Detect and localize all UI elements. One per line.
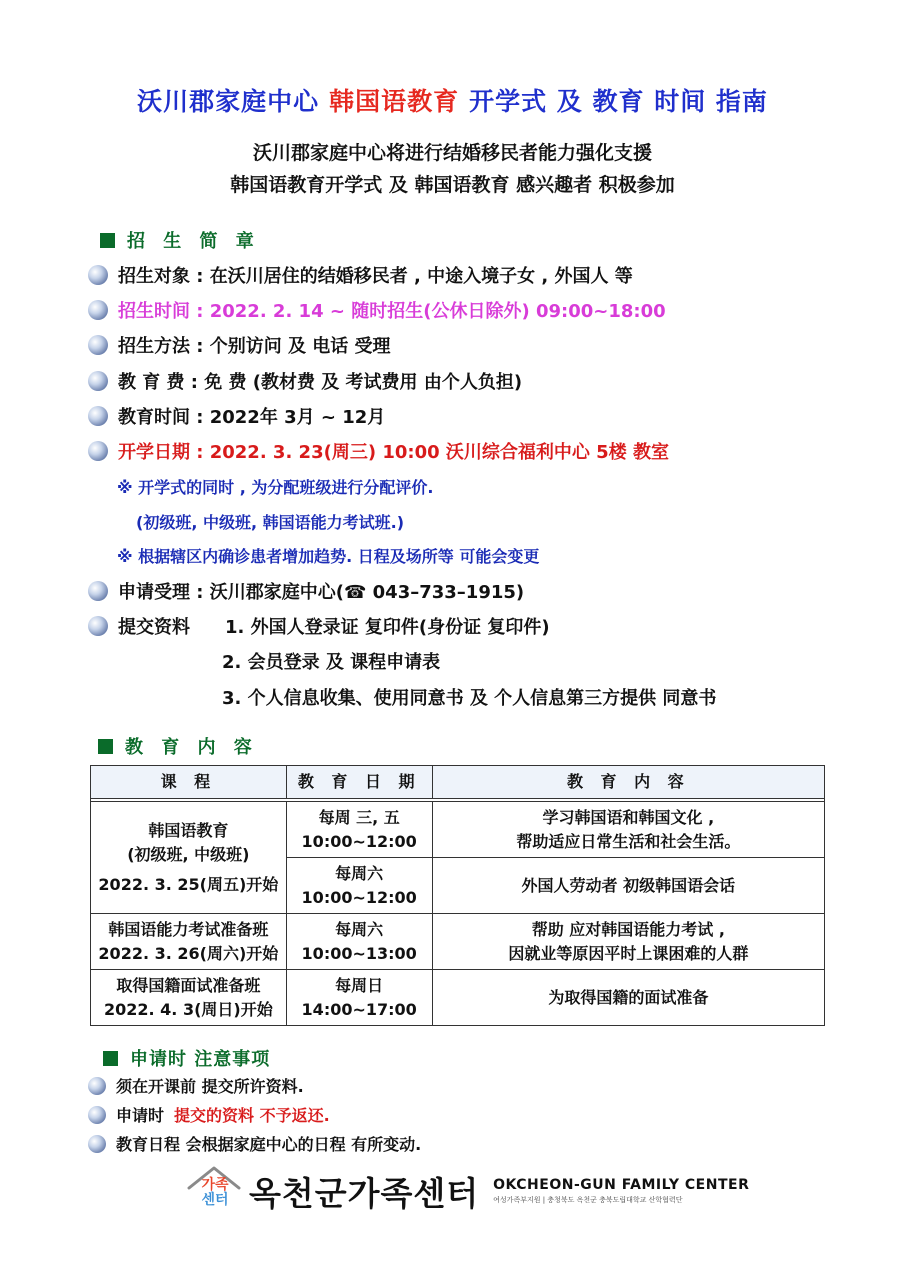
info-apply xyxy=(88,578,524,604)
table-row xyxy=(91,970,825,1026)
course-name-cell xyxy=(91,970,287,1026)
note-classes: (初级班, 中级班, 韩国语能力考试班.) xyxy=(136,513,405,532)
table-header-cell: 课 程 xyxy=(91,766,287,799)
schedule-time: 10:00~13:00 xyxy=(301,943,417,963)
table-header-row xyxy=(91,766,825,799)
content-cell: 外国人劳动者 初级韩国语会话 xyxy=(432,858,824,914)
schedule-day: 每周日 xyxy=(335,975,384,995)
logo-mark-top: 가족 xyxy=(201,1177,229,1193)
content-line: 学习韩国语和韩国文化 , xyxy=(542,807,715,827)
logo-tagline: 여성가족부지원 | 충청북도 옥천군 충북도립대학교 산학협력단 xyxy=(493,1196,683,1204)
info-edu-time-text: 教育时间 : 2022年 3月 ~ 12月 xyxy=(118,407,386,428)
logo-mark-bottom: 센터 xyxy=(201,1192,229,1208)
info-opening xyxy=(88,438,669,464)
round-bullet-icon xyxy=(88,1077,106,1095)
logo-english-name: OKCHEON-GUN FAMILY CENTER xyxy=(493,1177,750,1193)
table-row xyxy=(91,802,825,858)
course-start: 2022. 3. 26(周六)开始 xyxy=(98,943,279,963)
section-notice-heading xyxy=(103,1045,270,1071)
house-logo-icon xyxy=(185,1162,243,1220)
notice-item xyxy=(88,1132,421,1155)
note-change: ※ 根据辖区内确诊患者增加趋势. 日程及场所等 可能会变更 xyxy=(117,547,540,566)
info-period-text: 招生时间 : 2022. 2. 14 ~ 随时招生(公休日除外) 09:00~18:00 xyxy=(118,301,666,322)
table-header-cell: 教 育 日 期 xyxy=(286,766,432,799)
info-apply-text: 申请受理 : 沃川郡家庭中心(☎ 043–733–1915) xyxy=(118,582,525,603)
schedule-cell xyxy=(286,858,432,914)
doc-item: 1. 外国人登录证 复印件(身份证 复印件) xyxy=(225,617,550,638)
info-opening-text: 开学日期 : 2022. 3. 23(周三) 10:00 沃川综合福利中心 5楼 教室 xyxy=(118,442,669,463)
round-bullet-icon xyxy=(88,1135,106,1153)
notice-item xyxy=(88,1074,304,1097)
title-part3: 开学式 及 教育 时间 指南 xyxy=(469,87,768,116)
doc-item: 3. 个人信息收集、使用同意书 及 个人信息第三方提供 同意书 xyxy=(222,688,717,709)
round-bullet-icon xyxy=(88,406,108,426)
doc-item: 2. 会员登录 及 课程申请表 xyxy=(222,652,441,673)
subtitle-line1: 沃川郡家庭中心将进行结婚移民者能力强化支援 xyxy=(252,142,652,164)
education-table xyxy=(90,765,825,1026)
schedule-time: 10:00~12:00 xyxy=(301,887,417,907)
notice-text: 教育日程 会根据家庭中心的日程 有所变动. xyxy=(116,1135,422,1154)
course-name-cell xyxy=(91,802,287,914)
content-cell xyxy=(432,802,824,858)
title-part1: 沃川郡家庭中心 xyxy=(137,87,320,116)
section-content-title: 教 育 内 容 xyxy=(125,737,258,758)
schedule-cell xyxy=(286,914,432,970)
notice-item xyxy=(88,1103,330,1126)
round-bullet-icon xyxy=(88,265,108,285)
content-line: 帮助 应对韩国语能力考试 , xyxy=(531,919,725,939)
info-target-text: 招生对象 : 在沃川居住的结婚移民者 , 中途入境子女 , 外国人 等 xyxy=(118,266,633,287)
course-name: 取得国籍面试准备班 xyxy=(116,975,261,995)
round-bullet-icon xyxy=(88,335,108,355)
table-header-cell: 教 育 内 容 xyxy=(432,766,824,799)
course-start: 2022. 3. 25(周五)开始 xyxy=(98,874,279,894)
info-period xyxy=(88,297,666,323)
square-bullet-icon xyxy=(98,739,113,754)
round-bullet-icon xyxy=(88,441,108,461)
schedule-cell xyxy=(286,970,432,1026)
schedule-cell xyxy=(286,802,432,858)
info-method-text: 招生方法 : 个别访问 及 电话 受理 xyxy=(118,336,391,357)
round-bullet-icon xyxy=(88,1106,106,1124)
logo-english-block xyxy=(493,1177,749,1205)
round-bullet-icon xyxy=(88,581,108,601)
info-method xyxy=(88,332,391,358)
notice-text: 申请时 xyxy=(116,1106,165,1125)
note-placement: ※ 开学式的同时 , 为分配班级进行分配评价. xyxy=(117,478,434,497)
round-bullet-icon xyxy=(88,616,108,636)
page-title xyxy=(0,82,905,118)
family-center-logo xyxy=(185,1162,749,1220)
course-name: 韩国语教育 xyxy=(148,820,229,840)
notice-text: 须在开课前 提交所许资料. xyxy=(116,1077,304,1096)
table-row xyxy=(91,914,825,970)
schedule-time: 10:00~12:00 xyxy=(301,831,417,851)
content-cell: 为取得国籍的面试准备 xyxy=(432,970,824,1026)
course-level: (初级班, 中级班) xyxy=(127,844,250,864)
info-docs-label: 提交资料 xyxy=(118,617,190,638)
schedule-day: 每周六 xyxy=(335,919,384,939)
info-fee-text: 教 育 费 : 免 费 (教材费 及 考试费用 由个人负担) xyxy=(118,372,523,393)
course-name-cell xyxy=(91,914,287,970)
title-part2: 韩国语教育 xyxy=(329,87,460,116)
info-fee xyxy=(88,368,522,394)
schedule-time: 14:00~17:00 xyxy=(301,999,417,1019)
section-content-heading xyxy=(98,733,258,759)
round-bullet-icon xyxy=(88,371,108,391)
schedule-day: 每周 三, 五 xyxy=(318,807,400,827)
info-edu-time xyxy=(88,403,385,429)
section-notice-title: 申请时 注意事项 xyxy=(130,1049,271,1070)
logo-korean-name: 옥천군가족센터 xyxy=(249,1173,480,1213)
subtitle-line2: 韩国语教育开学式 及 韩国语教育 感兴趣者 积极参加 xyxy=(230,174,675,196)
content-line: 因就业等原因平时上课困难的人群 xyxy=(508,943,749,963)
notice-text-red: 提交的资料 不予返还. xyxy=(174,1106,330,1125)
square-bullet-icon xyxy=(103,1051,118,1066)
section-recruitment-heading xyxy=(100,227,260,253)
course-name: 韩国语能力考试准备班 xyxy=(108,919,269,939)
schedule-day: 每周六 xyxy=(335,863,384,883)
info-target xyxy=(88,262,633,288)
course-start: 2022. 4. 3(周日)开始 xyxy=(103,999,273,1019)
square-bullet-icon xyxy=(100,233,115,248)
section-recruitment-title: 招 生 简 章 xyxy=(127,231,260,252)
round-bullet-icon xyxy=(88,300,108,320)
content-line: 帮助适应日常生活和社会生活。 xyxy=(516,831,741,851)
content-cell xyxy=(432,914,824,970)
info-docs xyxy=(88,613,190,639)
